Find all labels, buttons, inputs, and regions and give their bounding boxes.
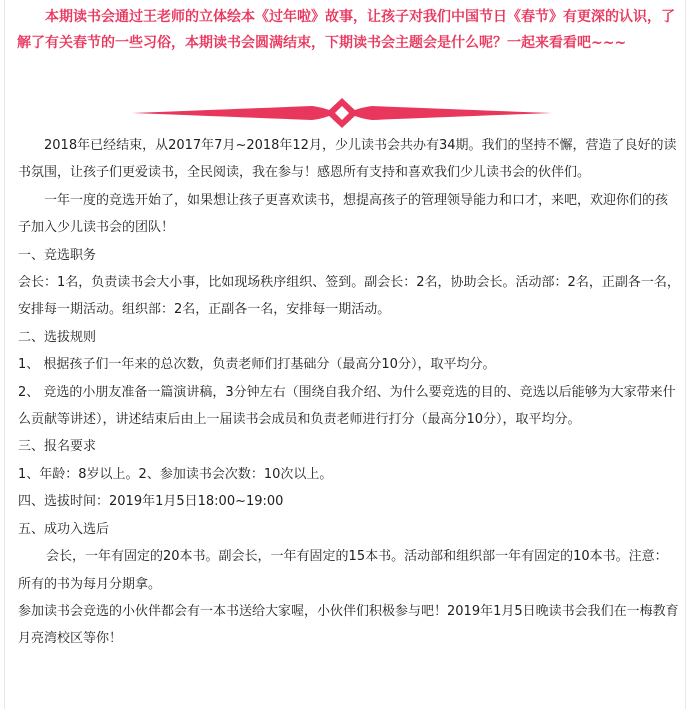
paragraph-summary: 2018年已经结束，从2017年7月~2018年12月，少儿读书会共办有34期。我们的坚持不懈，营造了良好的读书氛围，让孩子们更爱读书，全民阅读，我在参与！感恩所有支持和喜欢我们少儿读书会的伙伴们。 (18, 138, 677, 181)
section-heading-after-selection: 五、成功入选后 (18, 521, 110, 537)
intro-text: 本期读书会通过王老师的立体绘本《过年啦》故事，让孩子对我们中国节日《春节》有更深的认识，了解了有关春节的一些习俗，本期读书会圆满结束，下期读书会主题会是什么呢？一起来看看吧~~~ (17, 9, 675, 51)
paragraph-closing: 参加读书会竞选的小伙伴都会有一本书送给大家喔，小伙伴们积极参与吧！2019年1月5日晚读书会我们在一梅教育月亮湾校区等你！ (18, 603, 679, 647)
section-heading-time: 四、选拔时间：2019年1月5日18:00~19:00 (18, 494, 284, 510)
paragraph-rule-2: 2、 竞选的小朋友准备一篇演讲稿，3分钟左右（围绕自我介绍、为什么要竞选的目的、竞选以后能够为大家带来什么贡献等讲述），讲述结束后由上一届读书会成员和负责老师进行打分（最高分10分），取平均分。 (18, 384, 676, 428)
paragraph-requirements: 1、年龄：8岁以上。2、参加读书会次数：10次以上。 (18, 466, 333, 482)
article-body (18, 132, 680, 653)
section-heading-requirements: 三、报名要求 (18, 439, 97, 455)
paragraph-rule-1: 1、 根据孩子们一年来的总次数，负责老师们打基础分（最高分10分），取平均分。 (18, 357, 496, 373)
section-heading-positions: 一、竞选职务 (18, 247, 97, 263)
ornamental-divider-icon (132, 95, 552, 131)
paragraph-positions: 会长：1名，负责读书会大小事，比如现场秩序组织、签到。副会长：2名，协助会长。活动部：2名，正副各一名，安排每一期活动。组织部：2名，正副各一名，安排每一期活动。 (18, 275, 680, 318)
section-heading-rules: 二、选拔规则 (18, 329, 97, 345)
paragraph-election-intro: 一年一度的竞选开始了，如果想让孩子更喜欢读书，想提高孩子的管理领导能力和口才，来吧，欢迎你们的孩子加入少儿读书会的团队！ (18, 192, 669, 236)
paragraph-rewards: 会长，一年有固定的20本书。副会长，一年有固定的15本书。活动部和组织部一年有固定的10本书。注意：所有的书为每月分期拿。 (18, 549, 668, 592)
